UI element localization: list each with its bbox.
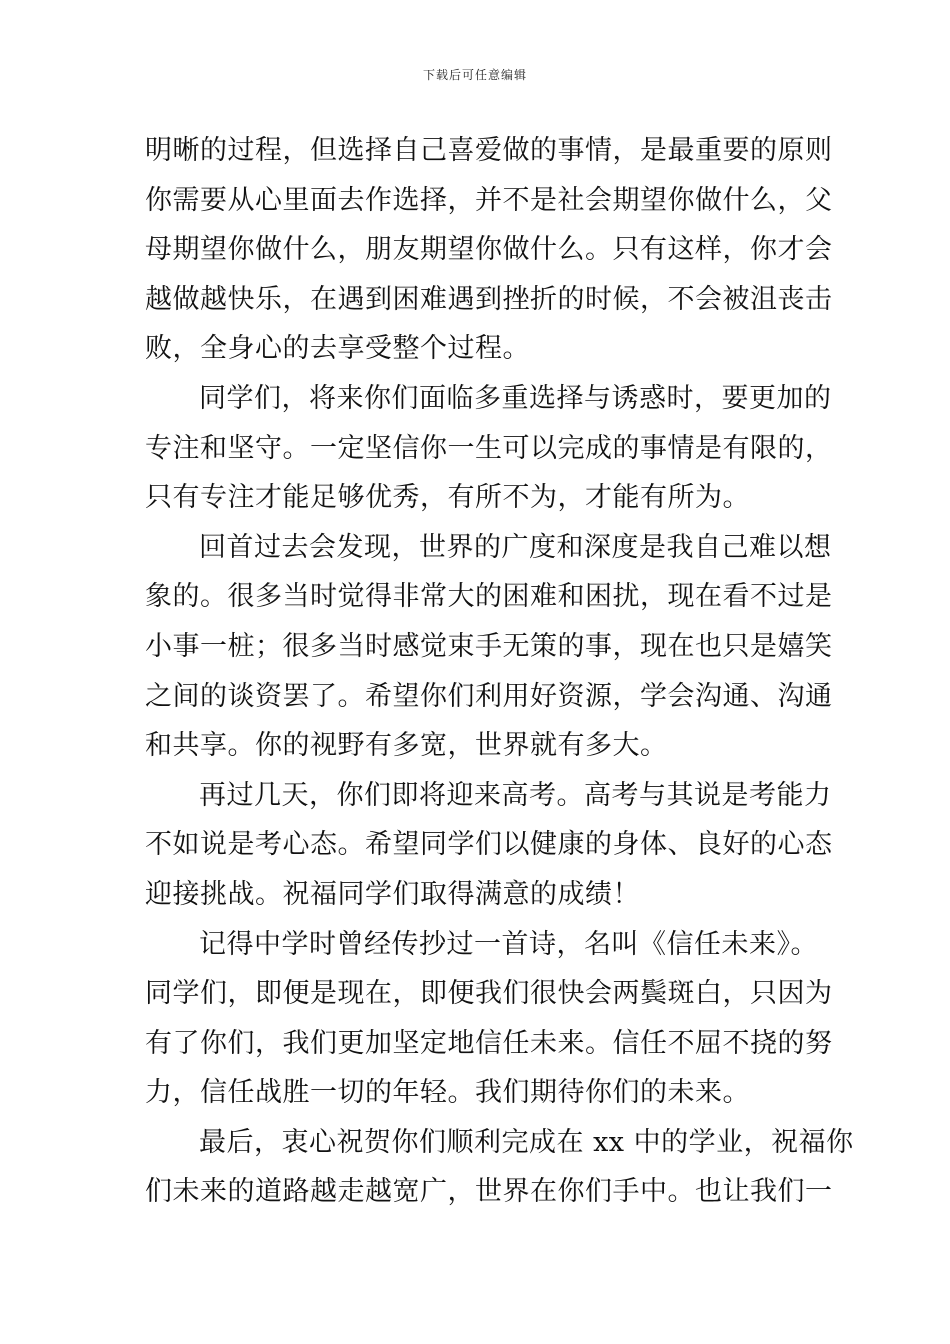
text-line: 你需要从心里面去作选择，并不是社会期望你做什么，父	[145, 184, 833, 216]
text-line: 母期望你做什么，朋友期望你做什么。只有这样，你才会	[145, 234, 833, 266]
paragraph-first-line: 再过几天，你们即将迎来高考。高考与其说是考能力	[199, 779, 832, 811]
paragraph-first-line: 回首过去会发现，世界的广度和深度是我自己难以想	[199, 531, 832, 563]
text-line: 败，全身心的去享受整个过程。	[145, 333, 530, 365]
text-line: 象的。很多当时觉得非常大的困难和困扰，现在看不过是	[145, 581, 833, 613]
paragraph-first-line: 最后，衷心祝贺你们顺利完成在 xx 中的学业，祝福你	[199, 1126, 854, 1158]
text-line: 不如说是考心态。希望同学们以健康的身体、良好的心态	[145, 829, 833, 861]
page-header: 下载后可任意编辑	[422, 68, 527, 82]
text-line: 和共享。你的视野有多宽，世界就有多大。	[145, 730, 668, 762]
paragraph-first-line: 记得中学时曾经传抄过一首诗，名叫《信任未来》。	[199, 928, 818, 960]
text-line: 小事一桩；很多当时感觉束手无策的事，现在也只是嬉笑	[145, 630, 833, 662]
text-line: 专注和坚守。一定坚信你一生可以完成的事情是有限的，	[145, 432, 833, 464]
text-line: 明晰的过程，但选择自己喜爱做的事情，是最重要的原则	[145, 135, 833, 166]
text-line: 有了你们，我们更加坚定地信任未来。信任不屈不挠的努	[145, 1027, 833, 1059]
body-text	[145, 126, 854, 1217]
text-line: 越做越快乐，在遇到困难遇到挫折的时候，不会被沮丧击	[145, 283, 833, 315]
text-line: 迎接挑战。祝福同学们取得满意的成绩！	[145, 878, 640, 910]
text-line: 同学们，即便是现在，即便我们很快会两鬓斑白，只因为	[145, 978, 833, 1010]
text-line: 之间的谈资罢了。希望你们利用好资源，学会沟通、沟通	[145, 680, 833, 712]
text-line: 只有专注才能足够优秀，有所不为，才能有所为。	[145, 482, 750, 514]
text-line: 力，信任战胜一切的年轻。我们期待你们的未来。	[145, 1077, 750, 1109]
text-line: 们未来的道路越走越宽广，世界在你们手中。也让我们一	[145, 1176, 833, 1208]
paragraph-first-line: 同学们，将来你们面临多重选择与诱惑时，要更加的	[199, 382, 832, 414]
